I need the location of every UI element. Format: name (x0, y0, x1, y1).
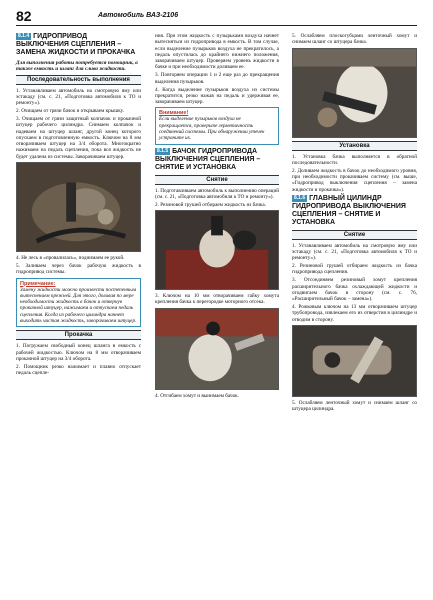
step: 4. Рожковым ключом на 13 мм отворачиваем штуцер трубопровода, извлекаем его из отверстия в цилиндре и отводим в сторону. (292, 304, 417, 323)
intro-text: Для выполнения работы потребуется помощник, а также емкость и шланг для слива жидкости. (16, 60, 138, 73)
column-left (16, 33, 141, 378)
step: 1. Устанавливаем автомобиль на смотровую яму или эстакаду (см. с. 21, «Подготовка автомобиля к ТО и ремонту»). (292, 242, 417, 262)
step: 3. Отсоединяем резиновый хомут крепления расширительного бачка охлаждающей жидкости и отодвигаем бачок в сторону (см. с. 76, «Расширительный бачок – замена»). (292, 277, 417, 303)
section-heading-8-1-4 (16, 33, 141, 57)
note-text: Замену жидкости можно произвести постепенным вытеснением прежней. Для этого, доливая по мере необходимости жидкость в бачок и отвернув прокачной штуцер, нажимаем и отпускаем педаль сцепления. Когда из рабочего цилиндра начнет выходить чистая жидкость, заворачиваем штуцер. (20, 286, 137, 325)
step: 1. Подготавливаем автомобиль к выполнению операций (см. с. 21, «Подготовка автомобиля к ТО и ремонту»). (155, 187, 279, 200)
section-number: 8.1.6 (294, 194, 306, 201)
section-number: 8.1.4 (18, 33, 30, 39)
step: 1. Устанавливаем автомобиль на смотровую яму или эстакаду (см. с. 21, «Подготовка автомобиля к ТО и ремонту»). (16, 87, 141, 107)
subheading-bleeding: Прокачка (16, 330, 141, 340)
page-number: 82 (16, 8, 32, 24)
step: 4. Не лесь в «провалилась», поднимаем ее рукой. (16, 255, 125, 262)
step: 3. Повторяем операции 1 и 2 еще раз до прекращения выделения пузырьков. (155, 72, 279, 85)
photo-master-cylinder (292, 325, 417, 397)
step: 2. Очищаем от грязи бачок и открываем крышку. (16, 108, 125, 115)
step: 5. Ослабляем ленточный хомут и снимаем шланг со штуцера цилиндра. (292, 399, 417, 413)
warning-box (155, 107, 279, 144)
note-box (16, 278, 141, 328)
section-heading-8-1-5 (155, 148, 279, 172)
column-right (292, 33, 417, 414)
photo-reservoir-bulb (155, 210, 279, 290)
section-number: 8.1.5 (157, 147, 169, 154)
note-label: Примечание: (20, 280, 56, 287)
step: 2. Помощник резко нажимает и плавно отпускает педаль сцепле- (16, 363, 141, 377)
section-title: БАЧОК ГИДРОПРИВОДА ВЫКЛЮЧЕНИЯ СЦЕПЛЕНИЯ – СНЯТИЕ И УСТАНОВКА (155, 147, 261, 171)
warning-text: Если выделение пузырьков воздуха не прекращается, проверьте герметичность соединений системы. При обнаружении утечек устраните их. (159, 116, 265, 142)
column-middle (155, 33, 279, 401)
photo-hose-clamp (292, 48, 417, 138)
step: 2. Доливаем жидкость в бачок до необходимого уровня, при необходимости прокачиваем систему (см. выше, «Гидропривод выключения сцепления – замена жидкости и прокачка»). (292, 167, 417, 193)
step: 3. Ключом на 10 мм отворачиваем гайку хомута крепления бачка к перегородке моторного отсека. (155, 293, 279, 306)
subheading-sequence: Последовательность выполнения (16, 75, 141, 85)
photo-clamp-nut (155, 308, 279, 390)
step: 1. Погружаем свободный конец шланга в емкость с рабочей жидкостью. Ключом на 8 мм отворачиваем прокачной штуцер на 3/4 оборота. (16, 343, 141, 362)
step: 1. Установка бачка выполняется в обратной последовательности. (292, 153, 417, 166)
photo-bleeder-nipple (16, 162, 141, 252)
subheading-installation: Установка (292, 141, 417, 151)
page-header (16, 8, 417, 26)
step: 5. Ослабляем плоскогубцами ленточный хомут и снимаем шланг со штуцера бачка. (292, 33, 417, 46)
step: 2. Резиновой грушей отбираем жидкость из бачка гидропривода сцепления. (292, 263, 417, 276)
book-title: Автомобиль ВАЗ-2106 (98, 12, 179, 19)
section-heading-8-1-6 (292, 195, 417, 227)
warning-label: Внимание! (159, 110, 189, 117)
section-title: ГЛАВНЫЙ ЦИЛИНДР ГИДРОПРИВОДА ВЫКЛЮЧЕНИЯ СЦЕПЛЕНИЯ – СНЯТИЕ И УСТАНОВКА (292, 194, 406, 226)
step: 4. Когда выделение пузырьков воздуха из системы прекратится, резко нажав на педаль и удерживая ее, заворачиваем штуцер. (155, 86, 279, 106)
section-title: ГИДРОПРИВОД ВЫКЛЮЧЕНИЯ СЦЕПЛЕНИЯ – ЗАМЕНА ЖИДКОСТИ И ПРОКАЧКА (16, 33, 136, 56)
step: 3. Очищаем от грязи защитный колпачок и прокачной штуцер рабочего цилиндра. Снимаем колпачок и надеваем на штуцер шланг, другой конец которого опускаем в подготовленную емкость. Ключом на 8 мм отворачиваем штуцер на 3/4 оборота. Многократно нажимаем на педаль сцепления, пока вся жидкость не будет удалена из системы. Заворачиваем штуцер. (16, 115, 141, 160)
step: ния. При этом жидкость с пузырьками воздуха начнет вытесняться из гидропривода в емкость. В том случае, если выделение пузырьков воздуха не прекратилось, а педаль опустилась до крайнего нижнего положения, заворачиваем штуцер. Проверяем уровень жидкости в бачке и при необходимости доливаем ее. (155, 33, 279, 71)
step: 2. Резиновой грушей отбираем жидкость из бачка. (155, 201, 266, 208)
subheading-removal: Снятие (292, 230, 417, 240)
step: 4. Отгибаем хомут и вынимаем бачок. (155, 392, 240, 399)
subheading-removal: Снятие (155, 175, 279, 185)
step: 5. Заливаем через бачок рабочую жидкость в гидропривод системы. (16, 262, 141, 276)
